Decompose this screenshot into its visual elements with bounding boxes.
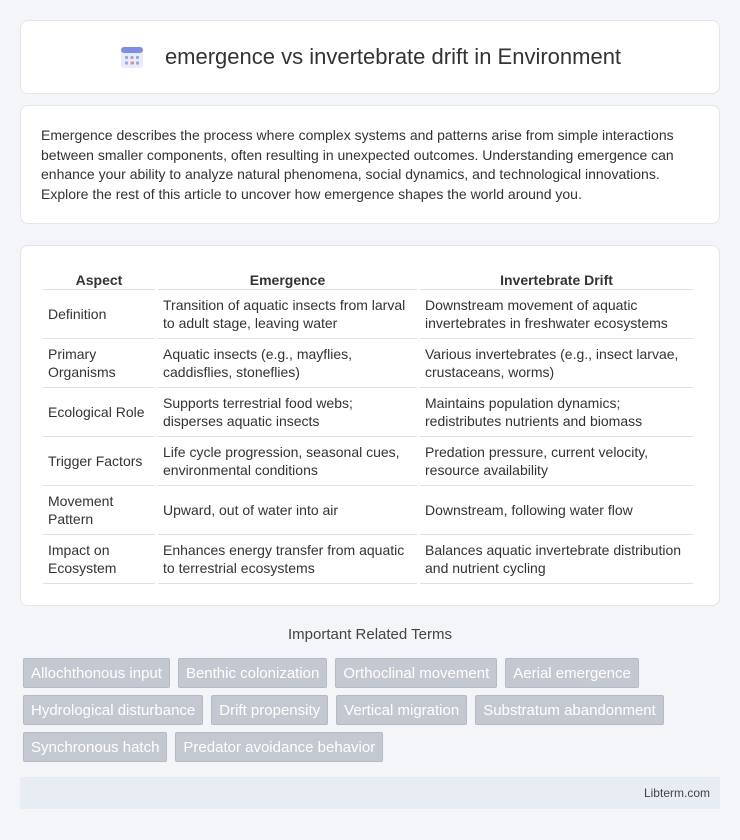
table-header-row [43, 266, 693, 289]
table-row [43, 289, 693, 338]
term-tag[interactable]: Substratum abandonment [475, 695, 664, 725]
table-cell-aspect: Trigger Factors [43, 436, 155, 485]
table-cell-drift: Predation pressure, current velocity, resource availability [420, 436, 693, 485]
table-cell-aspect: Primary Organisms [43, 338, 155, 387]
table-row [43, 387, 693, 436]
column-header: Invertebrate Drift [500, 271, 613, 288]
footer-site-link[interactable]: Libterm.com [643, 786, 710, 800]
term-tag[interactable]: Aerial emergence [505, 658, 639, 688]
table-cell-aspect: Ecological Role [43, 387, 155, 436]
table-cell-drift: Downstream, following water flow [420, 485, 693, 534]
table-cell-emergence: Supports terrestrial food webs; disperses aquatic insects [158, 387, 417, 436]
table-row [43, 534, 693, 584]
calendar-grid-icon [119, 44, 145, 70]
term-tag[interactable]: Orthoclinal movement [335, 658, 497, 688]
table-cell-drift: Downstream movement of aquatic invertebrates in freshwater ecosystems [420, 289, 693, 338]
table-row [43, 485, 693, 534]
comparison-table [40, 266, 696, 584]
table-cell-emergence: Upward, out of water into air [158, 485, 417, 534]
table-cell-emergence: Enhances energy transfer from aquatic to terrestrial ecosystems [158, 534, 417, 584]
table-cell-drift: Various invertebrates (e.g., insect larvae, crustaceans, worms) [420, 338, 693, 387]
table-cell-aspect: Movement Pattern [43, 485, 155, 534]
intro-text: Emergence describes the process where complex systems and patterns arise from simple interactions between smaller components, often resulting in unexpected outcomes. Understanding emergence can enhance your ability to analyze natural phenomena, social dynamics, and technological innovations. Explore the rest of this article to uncover how emergence shapes the world around you. [41, 127, 674, 202]
table-cell-emergence: Life cycle progression, seasonal cues, environmental conditions [158, 436, 417, 485]
related-terms-title: Important Related Terms [288, 626, 452, 643]
related-terms-list [23, 658, 723, 762]
page-title: emergence vs invertebrate drift in Environment [164, 44, 622, 69]
term-tag[interactable]: Benthic colonization [178, 658, 327, 688]
table-cell-drift: Balances aquatic invertebrate distribution and nutrient cycling [420, 534, 693, 584]
table-cell-emergence: Transition of aquatic insects from larval to adult stage, leaving water [158, 289, 417, 338]
term-tag[interactable]: Synchronous hatch [23, 732, 167, 762]
column-header: Emergence [249, 271, 326, 288]
table-cell-aspect: Impact on Ecosystem [43, 534, 155, 584]
term-tag[interactable]: Hydrological disturbance [23, 695, 203, 725]
term-tag[interactable]: Vertical migration [336, 695, 467, 725]
table-row [43, 338, 693, 387]
header-card [20, 20, 720, 94]
table-cell-drift: Maintains population dynamics; redistributes nutrients and biomass [420, 387, 693, 436]
column-header: Aspect [75, 271, 123, 288]
table-cell-aspect: Definition [43, 289, 155, 338]
table-row [43, 436, 693, 485]
table-cell-emergence: Aquatic insects (e.g., mayflies, caddisflies, stoneflies) [158, 338, 417, 387]
term-tag[interactable]: Predator avoidance behavior [175, 732, 383, 762]
term-tag[interactable]: Allochthonous input [23, 658, 170, 688]
comparison-card [20, 245, 720, 606]
footer [20, 777, 720, 809]
term-tag[interactable]: Drift propensity [211, 695, 328, 725]
intro-card [20, 105, 720, 224]
